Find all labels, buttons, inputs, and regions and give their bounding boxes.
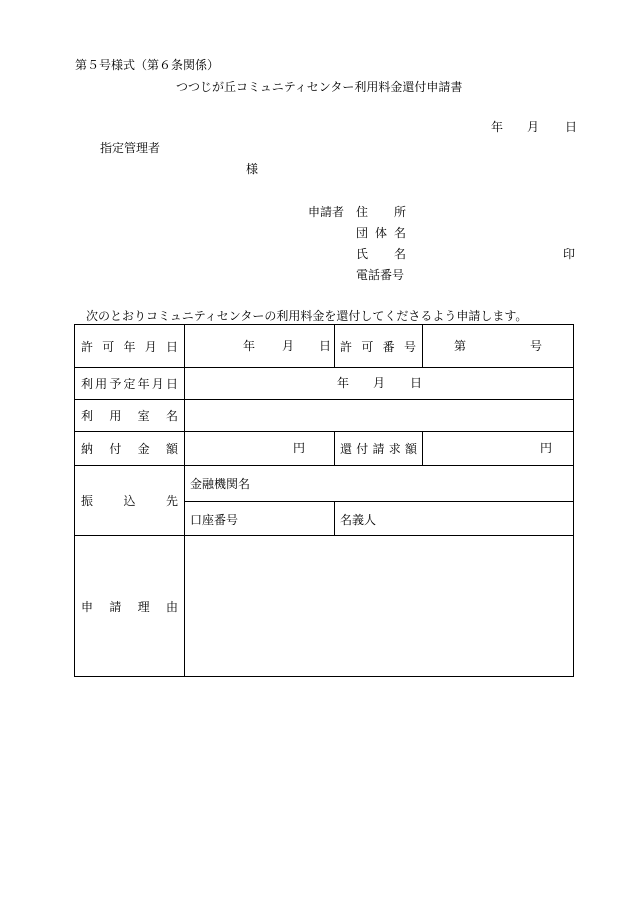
permit-date-month: 月: [282, 339, 295, 353]
honorific-label: 様: [246, 162, 259, 176]
reason-value-cell[interactable]: [185, 536, 574, 677]
permit-number-value-cell[interactable]: [423, 325, 574, 368]
transfer-label-char: 振: [81, 494, 94, 508]
amount-row: [75, 432, 574, 466]
account-holder-cell[interactable]: [335, 502, 574, 536]
bank-row: [75, 466, 574, 502]
refund-form-table: [74, 324, 574, 677]
refund-amount-value-cell[interactable]: [423, 432, 574, 466]
permit-number-label-cell: [335, 325, 423, 368]
account-number-label: 口座番号: [190, 513, 239, 527]
paid-amount-label-cell: [75, 432, 185, 466]
room-label-char: 名: [165, 409, 178, 423]
paid-amount-value-cell[interactable]: [185, 432, 335, 466]
name-label-2: 名: [394, 247, 407, 261]
permit-date-label-char: 月: [144, 339, 157, 354]
phone-label: 電話番号: [356, 268, 405, 282]
applicant-label: 申請者: [308, 205, 345, 219]
permit-number-label-char: 許: [340, 339, 353, 354]
transfer-label-cell: [75, 466, 185, 536]
permit-date-day: 日: [319, 339, 332, 353]
permit-number-prefix: 第: [454, 339, 467, 353]
planned-date-label-char: 利: [81, 377, 94, 391]
address-label-1: 住: [356, 205, 369, 219]
name-label-1: 氏: [356, 247, 369, 261]
refund-amount-label-char: 還: [340, 442, 353, 456]
reason-label-char: 理: [137, 599, 150, 614]
room-row: [75, 400, 574, 432]
planned-date-label-char: 用: [95, 377, 108, 391]
group-label-3: 名: [394, 226, 407, 240]
transfer-label-char: 先: [165, 494, 178, 508]
seal-label: 印: [563, 247, 576, 261]
room-label-char: 利: [81, 409, 94, 423]
planned-date-month: 月: [373, 376, 386, 390]
planned-date-label-char: 日: [165, 377, 178, 391]
room-value-cell[interactable]: [185, 400, 574, 432]
account-holder-label: 名義人: [340, 513, 377, 527]
reason-label-char: 申: [81, 599, 94, 614]
refund-amount-unit: 円: [540, 441, 553, 455]
refund-amount-label-cell: [335, 432, 423, 466]
refund-amount-label-char: 請: [372, 442, 385, 456]
refund-amount-label-char: 付: [356, 442, 369, 456]
refund-amount-label-char: 求: [388, 442, 401, 456]
planned-date-label-char: 月: [151, 377, 164, 391]
room-label-cell: [75, 400, 185, 432]
date-day-label: 日: [565, 120, 578, 134]
planned-date-label-char: 年: [137, 377, 150, 391]
permit-date-year: 年: [243, 339, 256, 353]
permit-number-label-char: 号: [403, 339, 416, 354]
bank-name-label: 金融機関名: [190, 477, 251, 491]
permit-date-label-char: 年: [123, 339, 136, 354]
intro-text: 次のとおりコミュニティセンターの利用料金を還付してくださるよう申請します。: [86, 309, 528, 323]
paid-amount-label-char: 付: [109, 442, 122, 456]
room-label-char: 用: [109, 409, 122, 423]
group-label-2: 体: [375, 226, 388, 240]
reason-label-char: 請: [109, 599, 122, 614]
permit-date-label-char: 許: [81, 339, 94, 354]
paid-amount-label-char: 額: [165, 442, 178, 456]
permit-date-label-char: 可: [102, 339, 115, 354]
transfer-label-char: 込: [123, 494, 136, 508]
bank-name-cell[interactable]: [185, 466, 574, 502]
document-title: つつじが丘コミュニティセンター利用料金還付申請書: [176, 80, 463, 94]
planned-date-label-char: 定: [123, 377, 136, 391]
permit-date-label-cell: [75, 325, 185, 368]
planned-date-label-cell: [75, 368, 185, 400]
paid-amount-label-char: 納: [81, 442, 94, 456]
planned-date-value-cell[interactable]: [185, 368, 574, 400]
date-year-label: 年: [491, 120, 504, 134]
paid-amount-label-char: 金: [137, 442, 150, 456]
reason-label-char: 由: [165, 599, 178, 614]
account-number-cell[interactable]: [185, 502, 335, 536]
date-month-label: 月: [527, 120, 540, 134]
refund-amount-label-char: 額: [404, 442, 417, 456]
permit-number-suffix: 号: [530, 339, 543, 353]
permit-date-label-char: 日: [165, 339, 178, 354]
planned-date-row: [75, 368, 574, 400]
planned-date-year: 年: [337, 376, 350, 390]
reason-label-cell: [75, 536, 185, 677]
permit-date-row: [75, 325, 574, 368]
permit-number-label-char: 可: [361, 339, 374, 354]
permit-number-label-char: 番: [382, 339, 395, 354]
planned-date-label-char: 予: [109, 377, 122, 391]
group-label-1: 団: [356, 226, 369, 240]
address-label-2: 所: [394, 205, 407, 219]
permit-date-value-cell[interactable]: [185, 325, 335, 368]
room-label-char: 室: [137, 409, 150, 423]
paid-amount-unit: 円: [293, 441, 306, 455]
reason-row: [75, 536, 574, 677]
planned-date-day: 日: [410, 376, 423, 390]
designated-manager-label: 指定管理者: [100, 141, 161, 155]
form-number: 第５号様式（第６条関係）: [75, 58, 220, 72]
